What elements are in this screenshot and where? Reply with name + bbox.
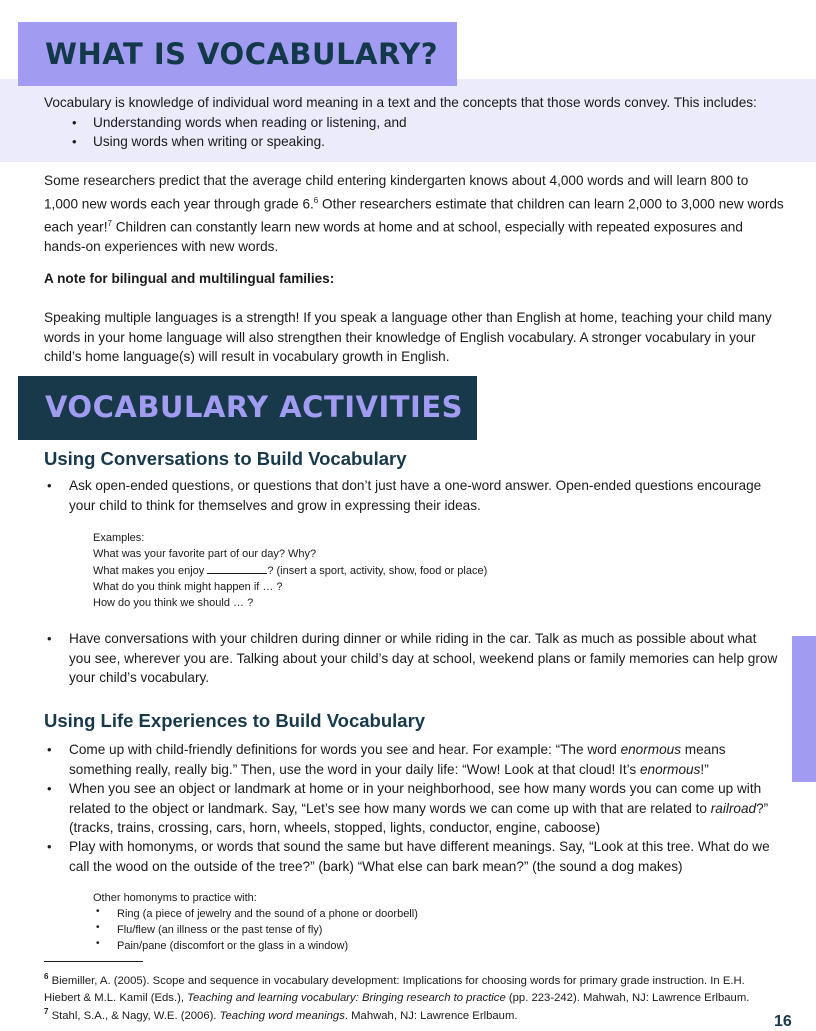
footnote-ref: 6	[313, 195, 319, 205]
activities-title-banner	[18, 376, 477, 440]
text-run: railroad	[710, 800, 757, 816]
bullet-dot: •	[96, 906, 100, 917]
example-question	[93, 562, 487, 579]
text-run: (pp. 223-242). Mahwah, NJ: Lawrence Erlbaum.	[505, 991, 750, 1004]
text-run: . Mahwah, NJ: Lawrence Erlbaum.	[344, 1009, 518, 1022]
text-run: What makes you enjoy	[93, 565, 208, 577]
text-run: ? (insert a sport, activity, show, food or place)	[267, 565, 488, 577]
homonym-item: Pain/pane (discomfort or the glass in a window)	[117, 940, 349, 952]
list-item	[69, 740, 781, 779]
footnote-divider	[44, 961, 143, 962]
text-run: ?” (tracks, trains, crossing, cars, horn, wheels, stopped, lights, conductor, engine, caboose)	[69, 800, 769, 835]
examples-label: Examples:	[93, 532, 145, 544]
bullet-dot: •	[47, 631, 52, 646]
text-run: enormous	[620, 742, 682, 757]
text-run: Teaching and learning vocabulary: Bringing research to practice	[187, 991, 506, 1004]
section-title: WHAT IS VOCABULARY?	[45, 37, 439, 71]
bullet-dot: •	[47, 781, 52, 796]
list-item: Have conversations with your children during dinner or while riding in the car. Talk as much as possible about what you see, wherever you are. Talking about your child’s day at school, weekend plans or family memories can help grow your child’s vocabulary.	[69, 631, 778, 685]
bullet-dot: •	[72, 134, 77, 149]
list-item: Ask open-ended questions, or questions that don’t just have a one-word answer. Open-ended questions encourage your child to think for themselves and grow in expressing their ideas.	[69, 478, 762, 513]
footnote-number: 6	[44, 972, 49, 981]
research-paragraph	[44, 171, 784, 256]
text-run: means something really, really big.” Then, use the word in your daily life: “Wow! Look at that cloud! It’s	[69, 742, 726, 777]
example-question: How do you think we should … ?	[93, 597, 254, 609]
list-item: Using words when writing or speaking.	[93, 134, 325, 149]
section-title-banner	[18, 22, 457, 86]
text-run: Come up with child-friendly definitions for words you see and hear. For example: “The word	[69, 742, 621, 757]
subheading-conversations: Using Conversations to Build Vocabulary	[44, 448, 407, 469]
text-run: Teaching word meanings	[219, 1009, 345, 1022]
bullet-dot: •	[47, 742, 52, 757]
blank-line	[207, 562, 267, 574]
example-question: What do you think might happen if … ?	[93, 581, 283, 593]
text-run: Stahl, S.A., & Nagy, W.E. (2006).	[48, 1009, 220, 1022]
homonym-item: Flu/flew (an illness or the past tense of fly)	[117, 924, 323, 936]
bullet-dot: •	[96, 938, 100, 949]
text-run: Some researchers predict that the average child entering kindergarten knows about 4,000 words and will learn 800 to 1,000 new words each year through grade 6.	[44, 173, 749, 212]
list-item: Play with homonyms, or words that sound the same but have different meanings. Say, “Look at this tree. What do we call the wood on the outside of the tree?” (bark) “What else can bark mean?” (the sound a dog makes)	[69, 839, 770, 874]
footnote-number: 7	[44, 1007, 49, 1016]
activities-title: VOCABULARY ACTIVITIES	[45, 390, 464, 424]
side-tab	[792, 636, 816, 782]
note-text: Speaking multiple languages is a strength! If you speak a language other than English at home, teaching your child many words in your home language will also strengthen their knowledge of English vocabulary. A stronger vocabulary in your child’s home language(s) will result in vocabulary growth in English.	[44, 310, 772, 364]
list-item: Understanding words when reading or listening, and	[93, 115, 407, 130]
text-run: !”	[700, 761, 709, 777]
footnote	[44, 1003, 784, 1025]
text-run: Other researchers estimate that children can learn 2,000 to 3,000 new words each year!	[44, 196, 784, 235]
list-item	[69, 779, 781, 838]
intro-text: Vocabulary is knowledge of individual word meaning in a text and the concepts that those words convey. This includes:	[44, 95, 757, 110]
homonym-item: Ring (a piece of jewelry and the sound of a phone or doorbell)	[117, 908, 418, 920]
text-run: When you see an object or landmark at home or in your neighborhood, see how many words you can come up with related to the object or landmark. Say, “Let’s see how many words we can come up with that are related to	[69, 781, 762, 816]
bullet-dot: •	[47, 839, 52, 854]
bullet-dot: •	[96, 922, 100, 933]
page-number: 16	[774, 1013, 792, 1030]
homonyms-label: Other homonyms to practice with:	[93, 892, 257, 904]
note-heading: A note for bilingual and multilingual families:	[44, 271, 335, 286]
bullet-dot: •	[72, 115, 77, 130]
subheading-life-experiences: Using Life Experiences to Build Vocabulary	[44, 710, 426, 731]
footnote	[44, 968, 784, 1007]
footnote-ref: 7	[107, 218, 112, 228]
text-run: Children can constantly learn new words at home and at school, especially with repeated exposures and hands-on experiences with new words.	[44, 219, 743, 254]
text-run: enormous	[639, 761, 701, 777]
bullet-dot: •	[47, 478, 52, 493]
example-question: What was your favorite part of our day? Why?	[93, 548, 317, 560]
text-run: Biemiller, A. (2005). Scope and sequence in vocabulary development: Implications for choosing words for primary grade instruction. In E.H. Hiebert & M.L. Kamil (Eds.),	[44, 974, 745, 1004]
